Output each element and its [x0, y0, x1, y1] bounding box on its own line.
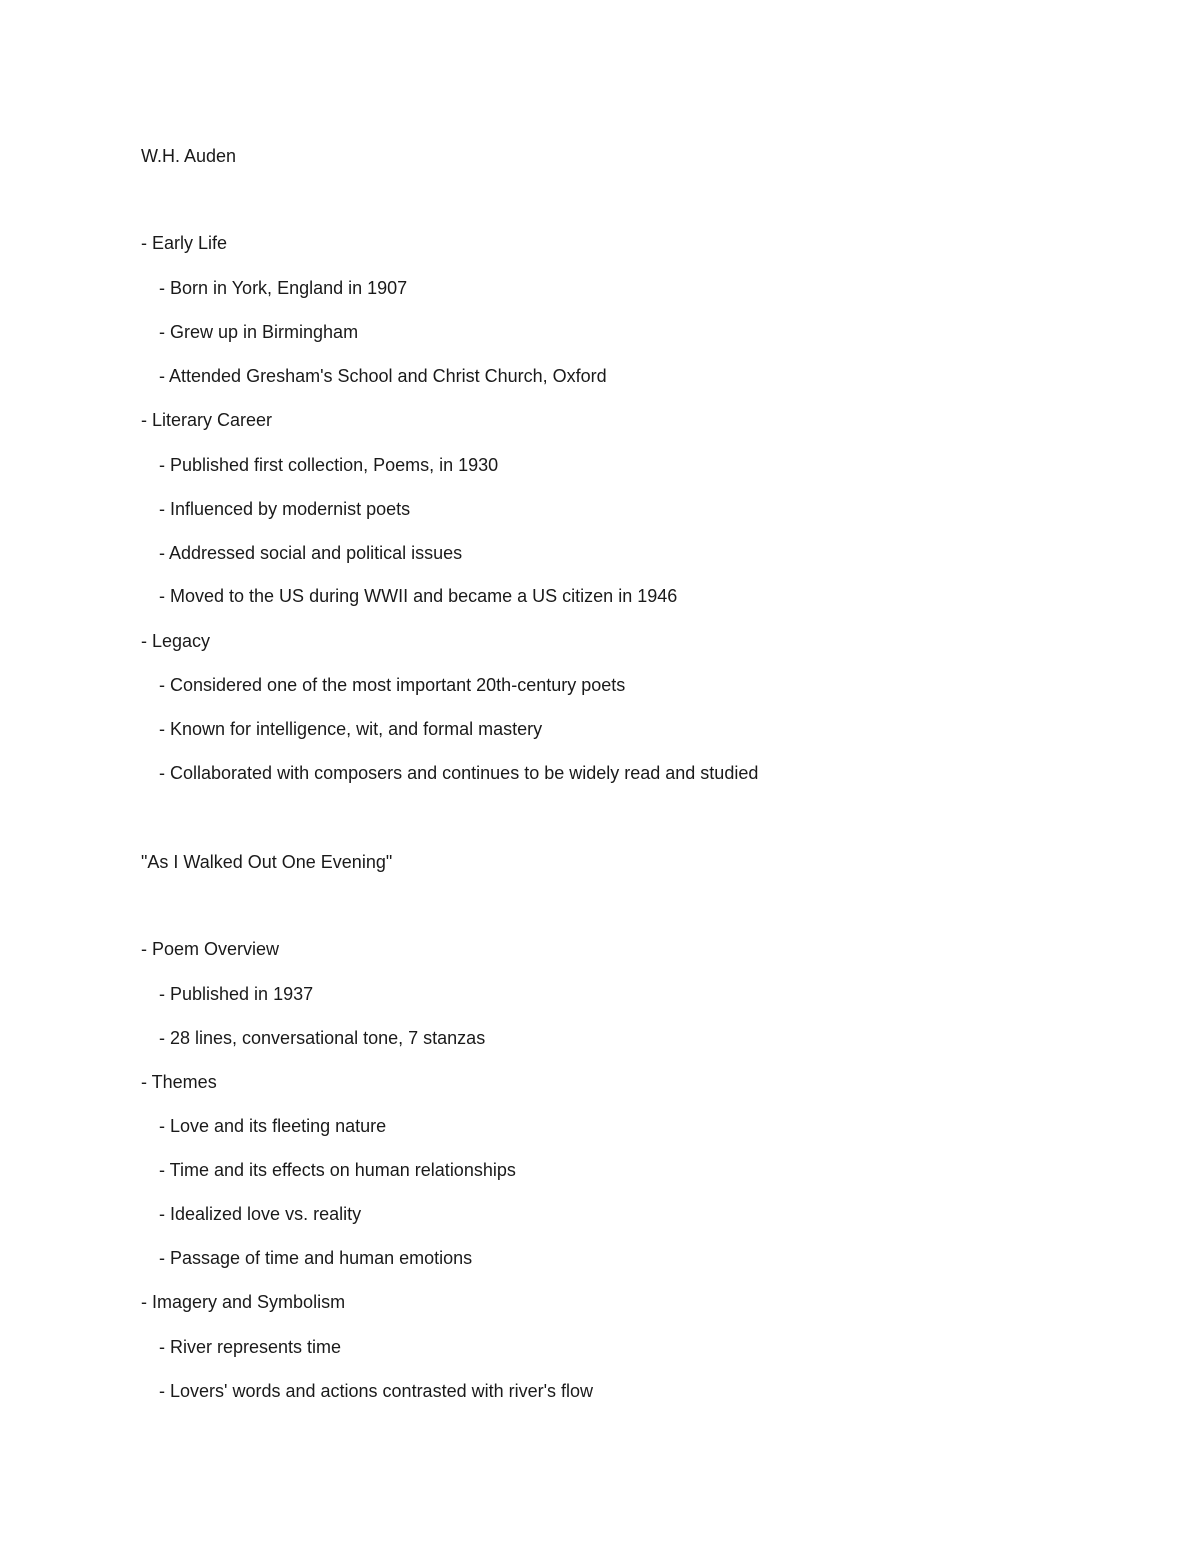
outline-item: - Influenced by modernist poets: [159, 499, 411, 519]
outline-item: - Passage of time and human emotions: [159, 1248, 473, 1268]
outline-item: - Considered one of the most important 20th-century poets: [159, 675, 626, 695]
outline-heading: - Early Life: [141, 233, 228, 253]
outline-heading: - Legacy: [141, 631, 211, 651]
section-title: "As I Walked Out One Evening": [141, 852, 393, 872]
outline-item: - Love and its fleeting nature: [159, 1116, 387, 1136]
outline-item: - Collaborated with composers and continues to be widely read and studied: [159, 763, 759, 783]
outline-heading: - Poem Overview: [141, 939, 280, 959]
outline-item: - Idealized love vs. reality: [159, 1204, 362, 1224]
outline-item: - Addressed social and political issues: [159, 543, 463, 563]
outline-heading: - Imagery and Symbolism: [141, 1292, 346, 1312]
outline-item: - Published first collection, Poems, in 1930: [159, 455, 499, 475]
outline-heading: - Themes: [141, 1072, 217, 1092]
outline-item: - Lovers' words and actions contrasted with river's flow: [159, 1381, 594, 1401]
outline-item: - Attended Gresham's School and Christ Church, Oxford: [159, 366, 607, 386]
outline-heading: - Literary Career: [141, 410, 273, 430]
outline-item: - Grew up in Birmingham: [159, 322, 359, 342]
outline-item: - Published in 1937: [159, 984, 314, 1004]
outline-item: - Born in York, England in 1907: [159, 278, 408, 298]
outline-item: - Moved to the US during WWII and became a US citizen in 1946: [159, 586, 678, 606]
outline-item: - 28 lines, conversational tone, 7 stanzas: [159, 1028, 486, 1048]
outline-item: - Known for intelligence, wit, and formal mastery: [159, 719, 543, 739]
outline-item: - Time and its effects on human relationships: [159, 1160, 516, 1180]
outline-item: - River represents time: [159, 1337, 342, 1357]
section-title: W.H. Auden: [141, 146, 237, 166]
